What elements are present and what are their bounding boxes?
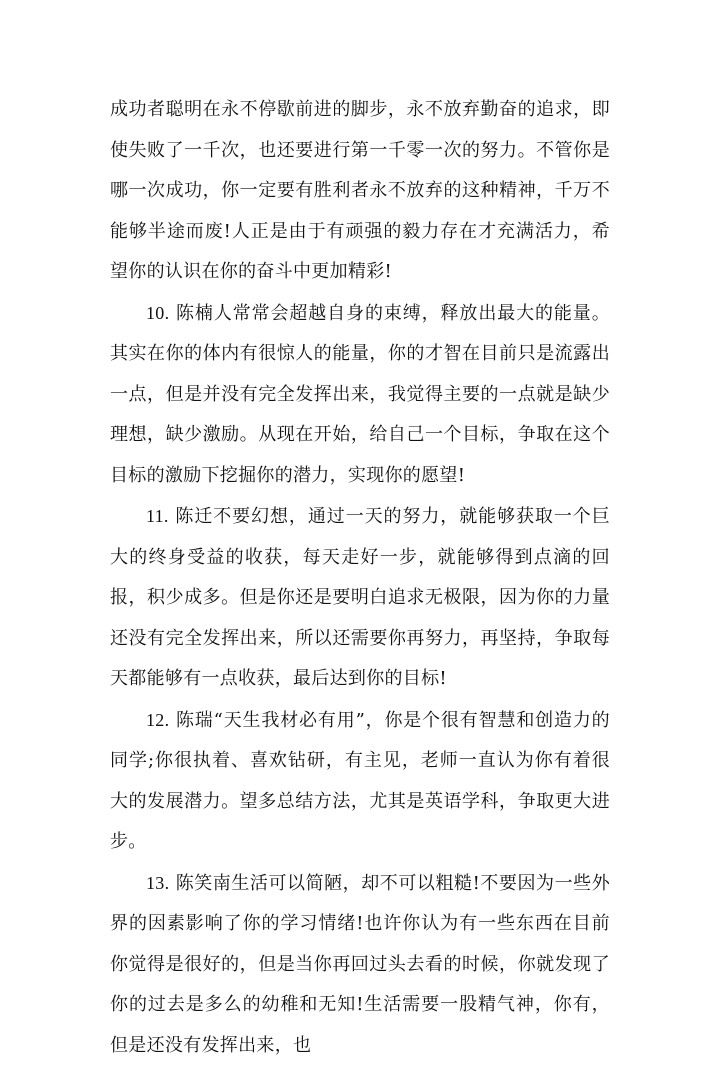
paragraph-number: 12. — [146, 710, 169, 730]
paragraph-text: 成功者聪明在永不停歇前进的脚步，永不放弃勤奋的追求，即使失败了一千次，也还要进行第一千零一次的努力。不管你是哪一次成功，你一定要有胜利者永不放弃的这种精神，千万不能够半途而废!人正是由于有顽强的毅力存在才充满活力，希望你的认识在你的奋斗中更加精彩! — [110, 99, 610, 282]
paragraph-continued — [110, 90, 610, 293]
paragraph-number: 11. — [146, 506, 169, 526]
paragraph-number: 13. — [146, 873, 169, 893]
paragraph-text: 陈瑞“天生我材必有用”，你是个很有智慧和创造力的同学;你很执着、喜欢钻研，有主见，老师一直认为你有着很大的发展潜力。望多总结方法，尤其是英语学科，争取更大进步。 — [110, 710, 610, 853]
paragraph-number: 10. — [146, 303, 169, 323]
document-page — [110, 90, 610, 1066]
paragraph-11 — [110, 496, 610, 700]
paragraph-10 — [110, 293, 610, 497]
paragraph-text: 陈楠人常常会超越自身的束缚，释放出最大的能量。其实在你的体内有很惊人的能量，你的才智在目前只是流露出一点，但是并没有完全发挥出来，我觉得主要的一点就是缺少理想，缺少激励。从现在开始，给自己一个目标，争取在这个目标的激励下挖掘你的潜力，实现你的愿望! — [110, 303, 610, 486]
paragraph-text: 陈迁不要幻想，通过一天的努力，就能够获取一个巨大的终身受益的收获，每天走好一步，就能够得到点滴的回报，积少成多。但是你还是要明白追求无极限，因为你的力量还没有完全发挥出来，所以还需要你再努力，再坚持，争取每天都能够有一点收获，最后达到你的目标! — [110, 506, 610, 689]
paragraph-12 — [110, 700, 610, 863]
paragraph-text: 陈笑南生活可以简陋，却不可以粗糙!不要因为一些外界的因素影响了你的学习情绪!也许你认为有一些东西在目前你觉得是很好的，但是当你再回过头去看的时候，你就发现了你的过去是多么的幼稚和无知!生活需要一股精气神，你有，但是还没有发挥出来，也 — [110, 873, 610, 1056]
paragraph-13 — [110, 863, 610, 1066]
